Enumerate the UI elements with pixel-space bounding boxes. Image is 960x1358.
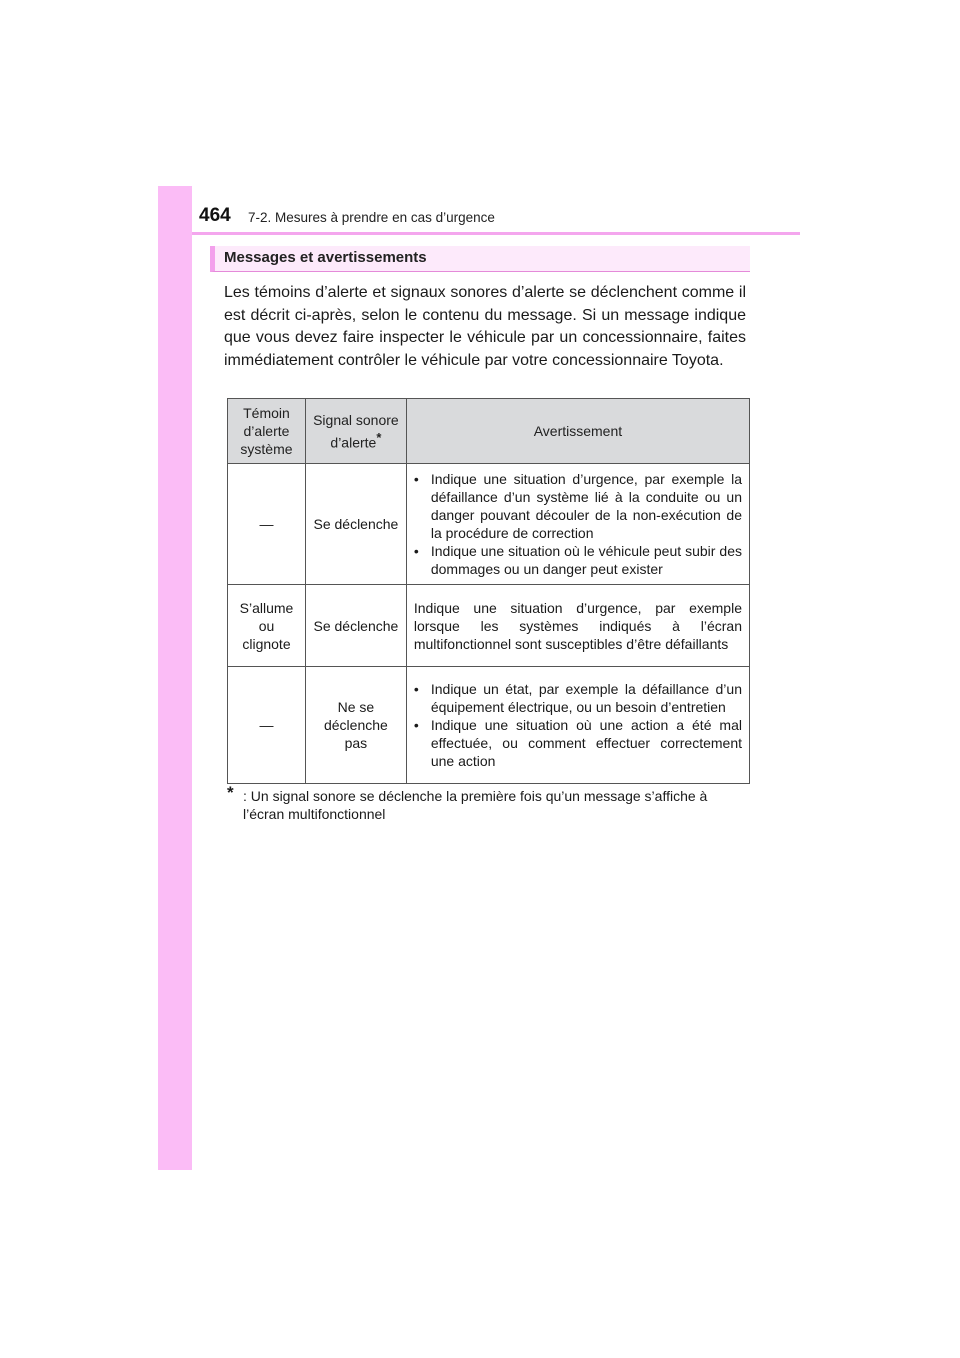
cell-warning	[406, 464, 749, 585]
warning-list	[414, 680, 742, 770]
cell-buzzer: Ne se déclenche pas	[305, 667, 406, 784]
footnote-text: : Un signal sonore se déclenche la première fois qu’un message s’affiche à l’écran multifonctionnel	[243, 788, 708, 822]
list-item: • Indique un état, par exemple la défaillance d’un équipement électrique, ou un besoin d’entretien	[414, 680, 742, 716]
warning-list	[414, 470, 742, 578]
table-header-row	[228, 399, 750, 464]
header-buzzer	[305, 399, 406, 464]
section-header	[210, 246, 750, 272]
footnote	[227, 783, 747, 823]
list-item: • Indique une situation où le véhicule peut subir des dommages ou un danger peut exister	[414, 542, 742, 578]
chapter-title: 7-2. Mesures à prendre en cas d’urgence	[248, 210, 495, 225]
list-item: • Indique une situation d’urgence, par exemple la défaillance d’un système lié à la conduite ou un danger pouvant découler de la non-exécution de la procédure de correction	[414, 470, 742, 542]
cell-warning	[406, 667, 749, 784]
footnote-asterisk: *	[227, 783, 234, 802]
page-number: 464	[199, 205, 231, 226]
chapter-side-tab	[158, 186, 192, 1170]
list-item: • Indique une situation où une action a été mal effectuée, ou comment effectuer correctement une action	[414, 716, 742, 770]
cell-light: —	[228, 667, 306, 784]
table-row	[228, 585, 750, 667]
header-rule	[192, 232, 800, 235]
cell-light: —	[228, 464, 306, 585]
warning-table	[227, 398, 750, 784]
cell-buzzer: Se déclenche	[305, 464, 406, 585]
header-buzzer-label: Signal sonore d’alerte	[313, 411, 399, 451]
cell-buzzer: Se déclenche	[305, 585, 406, 667]
cell-light: S’allume ou clignote	[228, 585, 306, 667]
asterisk-mark: *	[376, 429, 382, 445]
table-row	[228, 464, 750, 585]
cell-warning: Indique une situation d’urgence, par exemple lorsque les systèmes indiqués à l’écran multifonctionnel sont susceptibles d’être défaillants	[406, 585, 749, 667]
table-row	[228, 667, 750, 784]
intro-paragraph: Les témoins d’alerte et signaux sonores d’alerte se déclenchent comme il est décrit ci-après, selon le contenu du message. Si un message indique que vous devez faire inspecter le véhicule par un concessionnaire, faites immédiatement contrôler le véhicule par votre concessionnaire Toyota.	[224, 284, 746, 369]
header-warning-light: Témoin d’alerte système	[228, 399, 306, 464]
header-warning: Avertissement	[406, 399, 749, 464]
section-title: Messages et avertissements	[224, 249, 427, 266]
